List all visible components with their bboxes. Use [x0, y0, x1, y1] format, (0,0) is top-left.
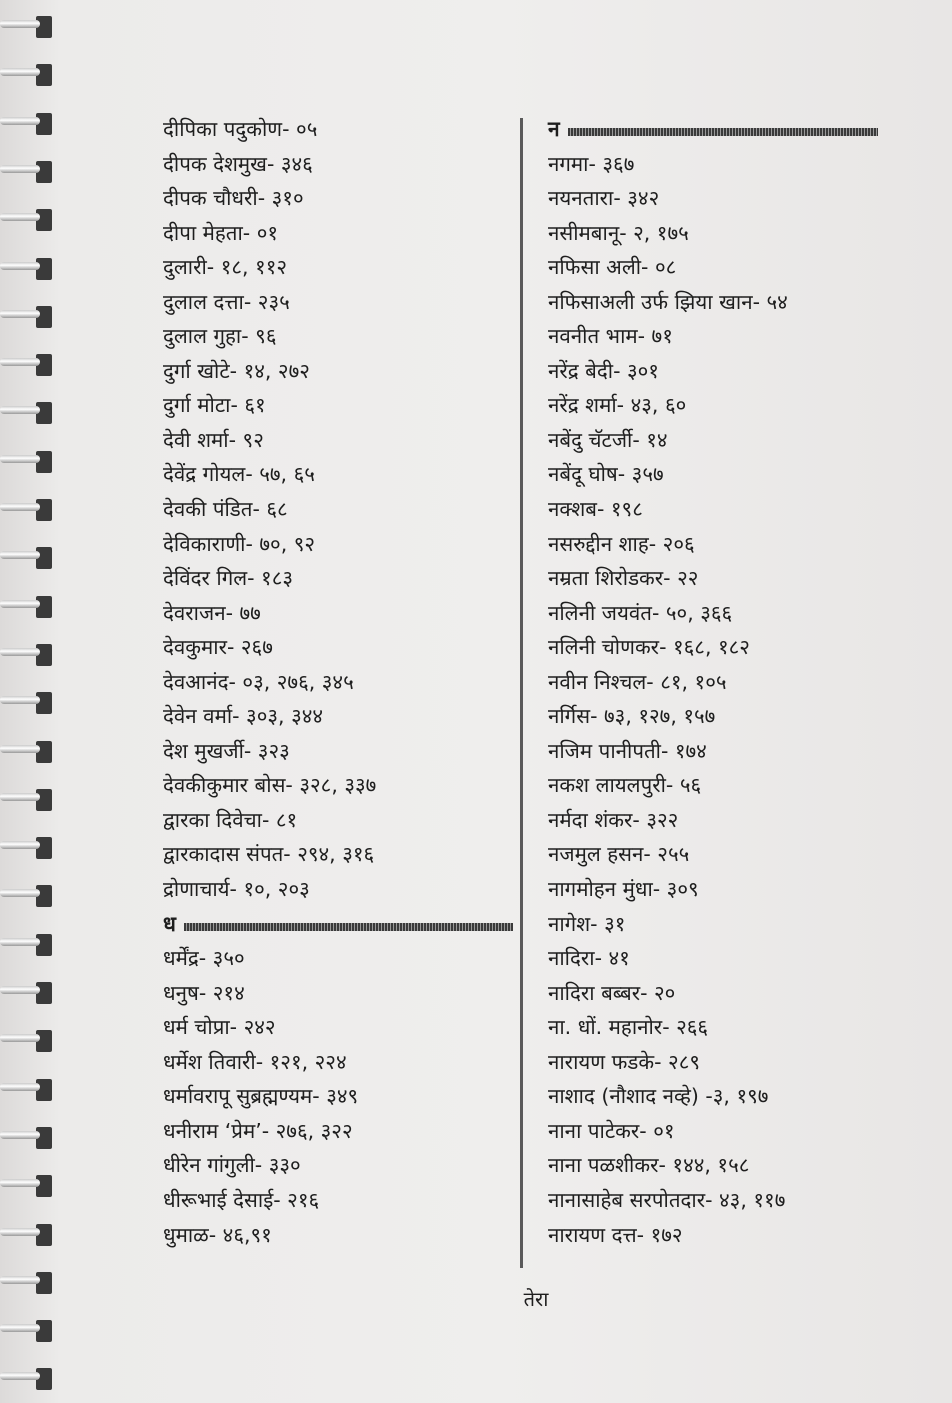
index-entry: धीरेन गांगुली- ३३० — [163, 1153, 301, 1178]
index-entry: नजिम पानीपती- १७४ — [548, 738, 707, 763]
index-entry: नागमोहन मुंधा- ३०९ — [548, 877, 699, 902]
index-entry: दीपक चौधरी- ३१० — [163, 186, 304, 211]
index-entry: नसरुद्दीन शाह- २०६ — [548, 531, 695, 556]
binding-coil — [0, 594, 58, 624]
index-entry: दुलाल दत्ता- २३५ — [163, 289, 290, 314]
index-entry: द्वारका दिवेचा- ८१ — [163, 807, 298, 832]
index-entry: नलिनी चोणकर- १६८, १८२ — [548, 635, 750, 660]
index-entry: देवकुमार- २६७ — [163, 635, 273, 660]
index-entry: धर्म चोप्रा- २४२ — [163, 1015, 276, 1040]
index-entry: नाशाद (नौशाद नव्हे) -३, १९७ — [548, 1084, 769, 1109]
binding-coil — [0, 642, 58, 672]
index-entry: देश मुखर्जी- ३२३ — [163, 738, 290, 763]
index-entry: नरेंद्र शर्मा- ४३, ६० — [548, 393, 687, 418]
index-entry: धर्मेश तिवारी- १२१, २२४ — [163, 1049, 347, 1074]
index-entry: देवकीकुमार बोस- ३२८, ३३७ — [163, 773, 377, 798]
index-entry: नर्गिस- ७३, १२७, १५७ — [548, 704, 716, 729]
index-column-right — [548, 112, 878, 1252]
section-heading-na — [548, 112, 878, 147]
binding-coil — [0, 159, 58, 189]
index-entry: देवी शर्मा- ९२ — [163, 427, 264, 452]
binding-coil — [0, 739, 58, 769]
binding-coil — [0, 256, 58, 286]
index-entry: नर्मदा शंकर- ३२२ — [548, 807, 679, 832]
index-entry: नगमा- ३६७ — [548, 151, 635, 176]
section-letter: ध — [163, 911, 176, 936]
binding-coil — [0, 980, 58, 1010]
index-entry: नक्शब- १९८ — [548, 497, 643, 522]
index-entry: नादिरा बब्बर- २० — [548, 980, 676, 1005]
index-entry: दीपिका पदुकोण- ०५ — [163, 117, 318, 141]
binding-coil — [0, 449, 58, 479]
index-entry: धर्मावरापू सुब्रह्मण्यम- ३४९ — [163, 1084, 359, 1109]
index-entry: धर्मेंद्र- ३५० — [163, 946, 245, 971]
section-rule — [568, 128, 878, 136]
index-column-left — [163, 112, 513, 1252]
index-entry: दुर्गा खोटे- १४, २७२ — [163, 358, 310, 383]
index-entry: नजमुल हसन- २५५ — [548, 842, 690, 867]
index-entry: द्वारकादास संपत- २९४, ३१६ — [163, 842, 375, 867]
section-heading-dha — [163, 907, 513, 942]
binding-coil — [0, 1173, 58, 1203]
binding-coil — [0, 111, 58, 141]
binding-coil — [0, 545, 58, 575]
binding-coil — [0, 497, 58, 527]
index-entry: धीरूभाई देसाई- २१६ — [163, 1187, 320, 1212]
index-entry: नाना पळशीकर- १४४, १५८ — [548, 1153, 750, 1178]
column-divider — [520, 118, 523, 1268]
binding-coil — [0, 835, 58, 865]
index-entry: दीपा मेहता- ०१ — [163, 220, 279, 245]
index-entry: धनुष- २१४ — [163, 980, 245, 1005]
section-rule — [184, 923, 513, 931]
index-entry: देवआनंद- ०३, २७६, ३४५ — [163, 669, 354, 694]
binding-coil — [0, 14, 58, 44]
index-entry: दुलाल गुहा- ९६ — [163, 324, 277, 349]
section-letter: न — [548, 117, 560, 142]
index-entry: देवराजन- ७७ — [163, 600, 261, 625]
index-entry: नवीन निश्चल- ८१, १०५ — [548, 669, 727, 694]
index-entry: नारायण दत्त- १७२ — [548, 1222, 683, 1247]
index-entry: नकश लायलपुरी- ५६ — [548, 773, 702, 798]
index-entry: धुमाळ- ४६,९१ — [163, 1222, 272, 1247]
binding-coil — [0, 352, 58, 382]
binding-coil — [0, 932, 58, 962]
index-entry: नलिनी जयवंत- ५०, ३६६ — [548, 600, 733, 625]
index-entry: नारायण फडके- २८९ — [548, 1049, 701, 1074]
index-entry: धनीराम ‘प्रेम’- २७६, ३२२ — [163, 1118, 353, 1143]
binding-coil — [0, 1077, 58, 1107]
page-footer — [0, 1285, 952, 1312]
binding-coil — [0, 400, 58, 430]
index-entry: देविकाराणी- ७०, ९२ — [163, 531, 316, 556]
spiral-binding — [0, 0, 62, 1403]
index-entry: नागेश- ३१ — [548, 911, 626, 936]
binding-coil — [0, 1318, 58, 1348]
binding-coil — [0, 1222, 58, 1252]
binding-coil — [0, 787, 58, 817]
index-entry: नबेंदू घोष- ३५७ — [548, 462, 664, 487]
index-entry: नाना पाटेकर- ०१ — [548, 1118, 675, 1143]
index-entry: देवकी पंडित- ६८ — [163, 497, 288, 522]
index-entry: देविंदर गिल- १८३ — [163, 566, 294, 591]
index-entry: ना. धों. महानोर- २६६ — [548, 1015, 709, 1040]
index-entry: दुर्गा मोटा- ६१ — [163, 393, 266, 418]
binding-coil — [0, 883, 58, 913]
index-entry: नबेंदु चॅटर्जी- १४ — [548, 427, 668, 452]
index-entry: नानासाहेब सरपोतदार- ४३, ११७ — [548, 1187, 786, 1212]
index-entry: देवेन वर्मा- ३०३, ३४४ — [163, 704, 324, 729]
binding-coil — [0, 62, 58, 92]
index-entry: नवनीत भाम- ७१ — [548, 324, 673, 349]
binding-coil — [0, 1028, 58, 1058]
index-entry: नफिसा अली- ०८ — [548, 255, 677, 280]
index-entry: दीपक देशमुख- ३४६ — [163, 151, 313, 176]
binding-coil — [0, 690, 58, 720]
index-entry: नरेंद्र बेदी- ३०१ — [548, 358, 659, 383]
index-entry: दुलारी- १८, ११२ — [163, 255, 288, 280]
binding-coil — [0, 1366, 58, 1396]
page-number-label: तेरा — [523, 1287, 549, 1311]
index-entry: द्रोणाचार्य- १०, २०३ — [163, 877, 310, 902]
index-entry: देवेंद्र गोयल- ५७, ६५ — [163, 462, 315, 487]
index-entry: नम्रता शिरोडकर- २२ — [548, 566, 699, 591]
index-entry: नयनतारा- ३४२ — [548, 186, 660, 211]
binding-coil — [0, 1125, 58, 1155]
binding-coil — [0, 207, 58, 237]
index-entry: नसीमबानू- २, १७५ — [548, 220, 689, 245]
index-entry: नफिसाअली उर्फ झिया खान- ५४ — [548, 289, 788, 314]
binding-coil — [0, 304, 58, 334]
index-entry: नादिरा- ४१ — [548, 946, 630, 971]
